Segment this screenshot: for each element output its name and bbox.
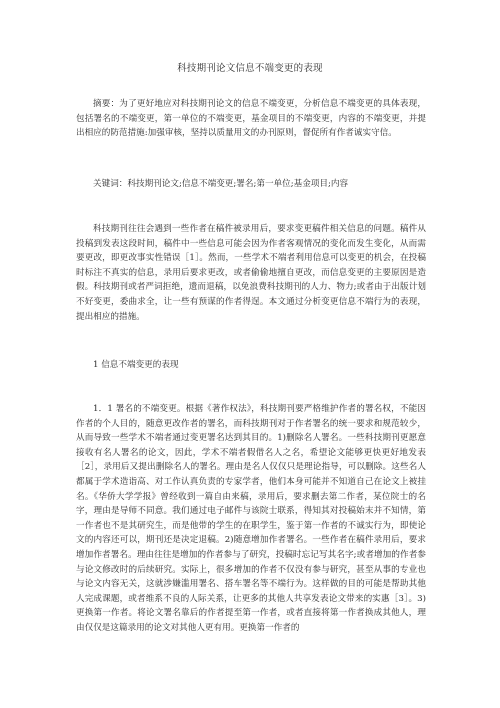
intro-paragraph: 科技期刊往往会遇到一些作者在稿件被录用后，要求变更稿件相关信息的问题。稿件从投稿到发表这段时间，稿件中一些信息可能会因为作者客观情况的变化而发生变化，从而需要更改，即更改事实性错误［1］。然而，一些学术不端者利用信息可以变更的机会，在投稿时标注不真实的信息，录用后要求更改，或者偷偷地擅自更改，而信息变更的主要原因是造假。科技期刊或者严词拒绝，遗而退稿，以免浪费科技期刊的人力、物力;或者由于出版计划不好变更，委曲求全，让一些有预谋的作者得逞。本文通过分析变更信息不端行为的表现，提出相应的措施。 [76,224,426,322]
document-title: 科技期刊论文信息不端变更的表现 [177,63,323,74]
keywords-paragraph: 关键词：科技期刊论文;信息不端变更;署名;第一单位;基金项目;内容 [93,179,349,189]
abstract-paragraph: 摘要：为了更好地应对科技期刊论文的信息不端变更，分析信息不端变更的具体表现，包括署名的不端变更，第一单位的不端变更，基金项目的不端变更，内容的不端变更，并提出相应的防范措施:加强审核，坚持以质量用文的办刊原则，督促所有作者诚实守信。 [76,99,426,139]
section-body-paragraph: 1．1 署名的不端变更。根据《著作权法》，科技期刊要严格维护作者的署名权，不能因作者的个人目的，随意更改作者的署名，而科技期刊对于作者署名的统一要求和规范较少，从而导致一些学术不端者通过变更署名达到其目的。1)删除名人署名。一些科技期刊更愿意接收有名人署名的论文，因此，学术不端者假借名人之名，希望论文能够更快更好地发表［2］，录用后又提出删除名人的署名。理由是名人仅仅只是理论指导，可以删除。这些名人都属于学术造诣高、对工作认真负责的专家学者，他们本身可能并不知道自己在论文上被挂名。《华侨大学学报》曾经收到一篇自由来稿，录用后，要求删去第二作者，某位院士的名字，理由是导师不同意。我们通过电子邮件与该院士联系，得知其对投稿始末并不知情，第一作者也不是其研究生，而是他带的学生的在职学生，鉴于第一作者的不诚实行为，即使论文的内容还可以，期刊还是决定退稿。2)随意增加作者署名。一些作者在稿件录用后，要求增加作者署名。理由往往是增加的作者参与了研究，投稿时忘记写其名字;或者增加的作者参与论文修改时的后续研究。实际上，很多增加的作者不仅没有参与研究，甚至从事的专业也与论文内容无关，这就涉嫌滥用署名、搭车署名等不端行为。这样做的目的可能是帮助其他人完成课题，或者维系不良的人际关系，让更多的其他人共享发表论文带来的实惠［3］。3)更换第一作者。将论文署名靠后的作者提至第一作者，或者直接将第一作者换成其他人，理由仅仅是这篇录用的论文对其他人更有用。更换第一作者的 [76,404,426,633]
section-heading: 1 信息不端变更的表现 [93,360,179,370]
